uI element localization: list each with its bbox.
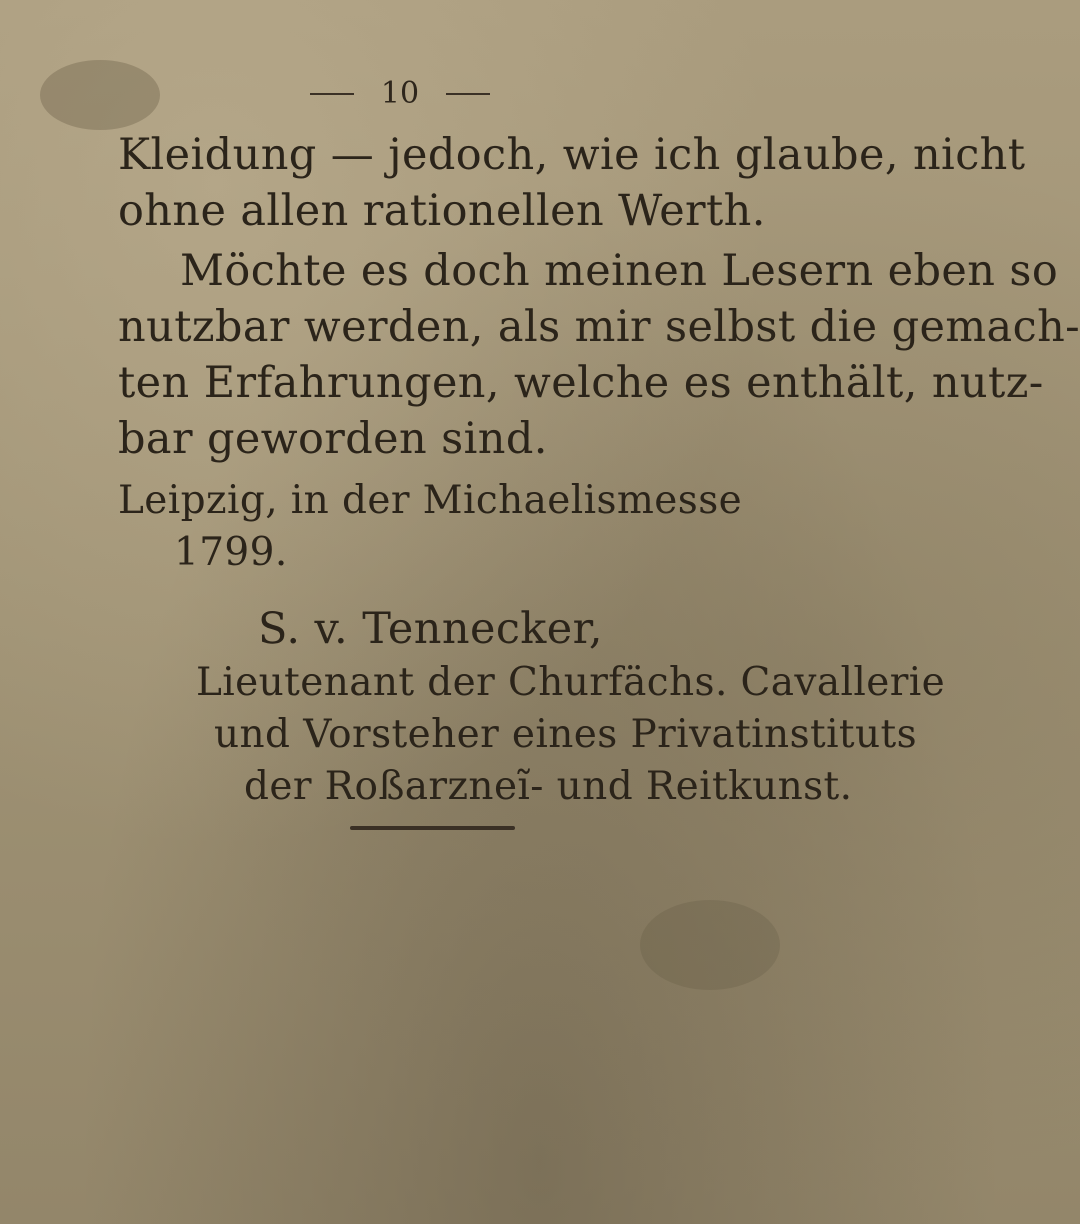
year: 1799. (174, 530, 288, 575)
author-name: S. v. Tennecker, (258, 604, 603, 654)
body-line-1: Kleidung — jedoch, wie ich glaube, nicht (118, 130, 1026, 180)
header-rule-right (446, 93, 490, 95)
header-rule-left (310, 93, 354, 95)
body-line-3: Möchte es doch meinen Lesern eben so (180, 246, 1059, 296)
body-line-4: nutzbar werden, als mir selbst die gemach- (118, 302, 1080, 352)
closing-rule (350, 826, 515, 830)
body-line-5: ten Erfahrungen, welche es enthält, nutz- (118, 358, 1044, 408)
page-number: 10 (380, 76, 420, 111)
body-line-6: bar geworden sind. (118, 414, 548, 464)
author-title-line-2: und Vorsteher eines Privatinstituts (214, 712, 918, 757)
author-title-line-3: der Roßarzneĩ- und Reitkunst. (244, 764, 853, 809)
author-title-line-1: Lieutenant der Churfächs. Cavallerie (196, 660, 946, 705)
paper-stain (640, 900, 780, 990)
place-and-date: Leipzig, in der Michaelismesse (118, 478, 743, 523)
body-line-2: ohne allen rationellen Werth. (118, 186, 766, 236)
page-header (0, 76, 800, 111)
